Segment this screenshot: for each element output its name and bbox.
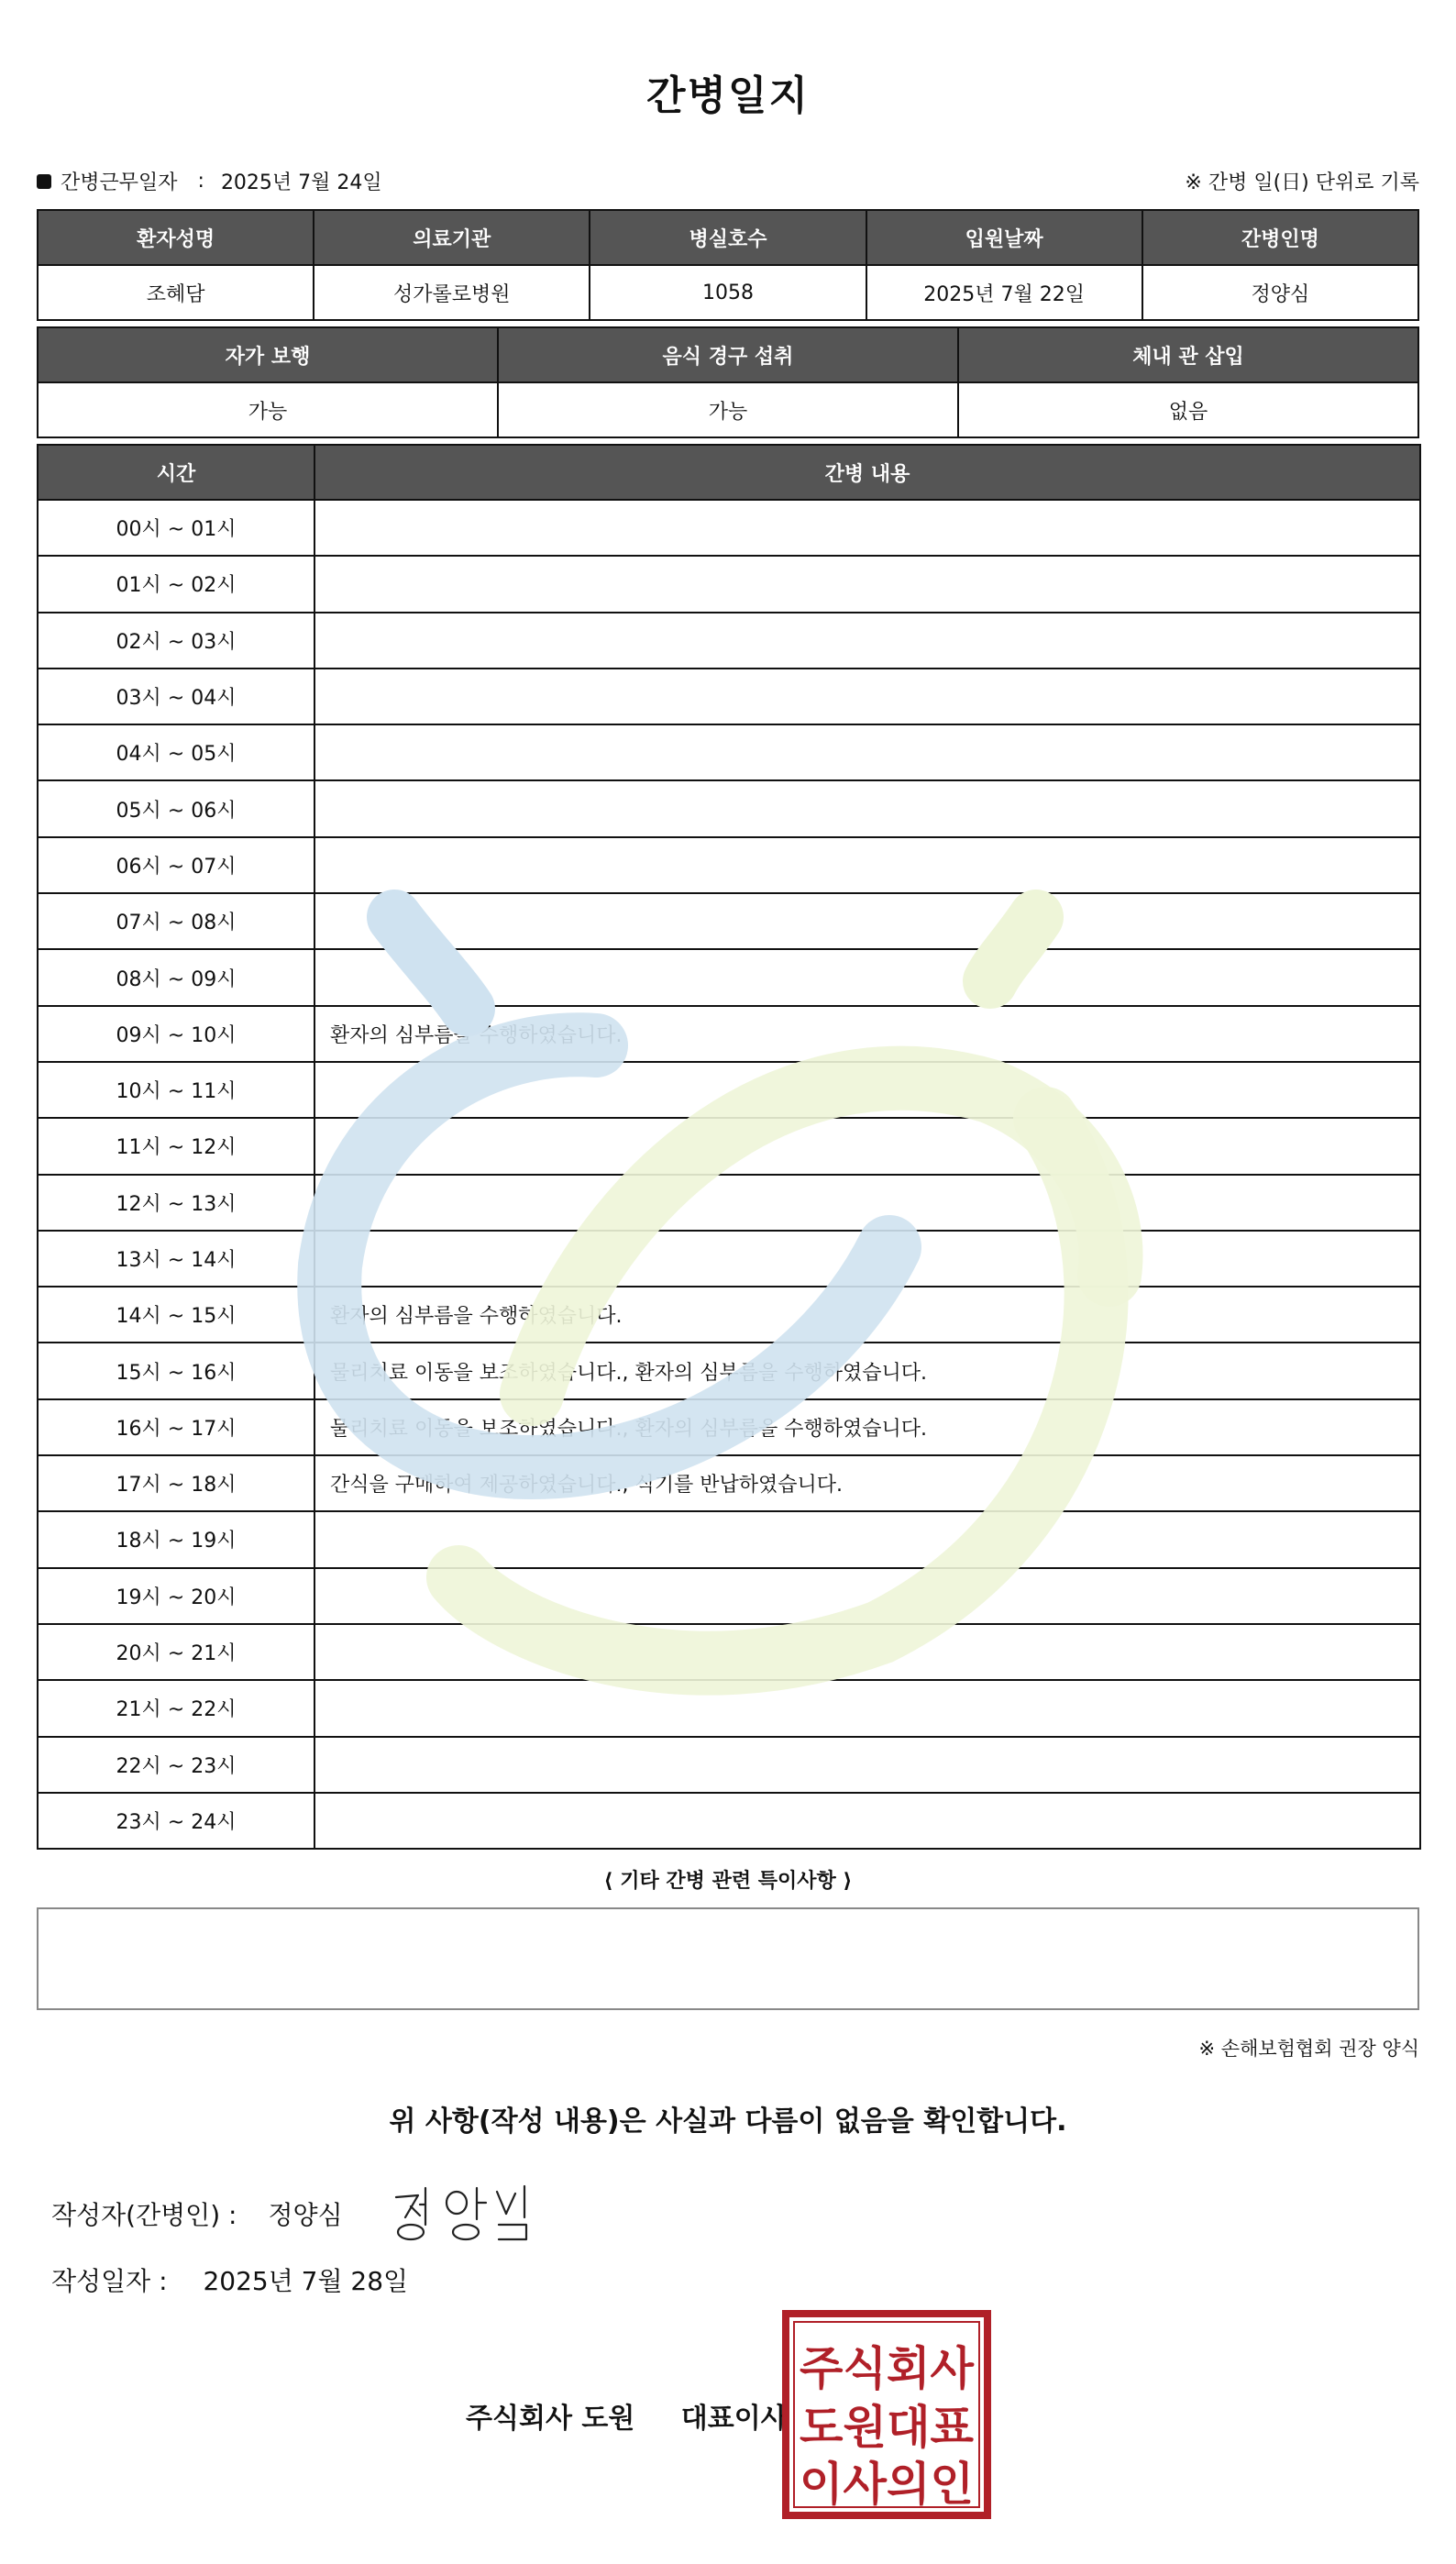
patient-name: 조혜담 xyxy=(38,265,314,320)
writer-name: 정양심 xyxy=(268,2200,343,2230)
log-row xyxy=(38,1118,1420,1174)
log-time-cell: 10시 ~ 11시 xyxy=(38,1062,314,1118)
log-time-cell: 22시 ~ 23시 xyxy=(38,1737,314,1793)
log-content-cell[interactable] xyxy=(314,949,1420,1005)
log-time-cell: 21시 ~ 22시 xyxy=(38,1680,314,1736)
work-date-label: 간병근무일자 xyxy=(61,171,178,194)
patient-info-table xyxy=(37,209,1419,321)
log-row xyxy=(38,780,1420,836)
log-row xyxy=(38,1568,1420,1624)
log-time-cell: 13시 ~ 14시 xyxy=(38,1231,314,1287)
log-row xyxy=(38,669,1420,724)
seal-line-2: 도원대표 xyxy=(800,2401,975,2454)
recommended-form-note: ※ 손해보험협회 권장 양식 xyxy=(1198,2038,1419,2060)
log-content-cell[interactable] xyxy=(314,1511,1420,1567)
log-row xyxy=(38,1287,1420,1343)
document-title: 간병일지 xyxy=(645,72,810,119)
seal-line-1: 주식회사 xyxy=(800,2342,975,2395)
log-time-cell: 14시 ~ 15시 xyxy=(38,1287,314,1343)
log-row xyxy=(38,1737,1420,1793)
log-time-cell: 16시 ~ 17시 xyxy=(38,1399,314,1455)
oral-intake-value: 가능 xyxy=(498,382,958,437)
log-content-cell[interactable]: 물리치료 이동을 보조하였습니다., 환자의 심부름을 수행하였습니다. xyxy=(314,1399,1420,1455)
etc-notes-title: ⟨ 기타 간병 관련 특이사항 ⟩ xyxy=(603,1870,853,1893)
writer-line xyxy=(51,2195,343,2232)
seal-line-3: 이사의인 xyxy=(800,2458,974,2511)
log-content-cell[interactable] xyxy=(314,1793,1420,1849)
log-content-cell[interactable] xyxy=(314,669,1420,724)
log-content-cell[interactable] xyxy=(314,780,1420,836)
log-time-cell: 03시 ~ 04시 xyxy=(38,669,314,724)
log-time-cell: 09시 ~ 10시 xyxy=(38,1006,314,1062)
log-content-cell[interactable]: 환자의 심부름을 수행하였습니다. xyxy=(314,1287,1420,1343)
log-content-cell[interactable] xyxy=(314,724,1420,780)
header-tube-insertion: 체내 관 삽입 xyxy=(958,327,1418,382)
log-content-cell[interactable] xyxy=(314,1680,1420,1736)
log-time-cell: 12시 ~ 13시 xyxy=(38,1175,314,1231)
log-content-cell[interactable] xyxy=(314,1175,1420,1231)
patient-condition-table xyxy=(37,326,1419,438)
log-content-cell[interactable]: 물리치료 이동을 보조하였습니다., 환자의 심부름을 수행하였습니다. xyxy=(314,1343,1420,1398)
condition-value-row xyxy=(38,382,1418,437)
etc-notes-box[interactable] xyxy=(37,1907,1419,2010)
log-content-cell[interactable]: 환자의 심부름을 수행하였습니다. xyxy=(314,1006,1420,1062)
log-row xyxy=(38,1624,1420,1680)
log-time-cell: 04시 ~ 05시 xyxy=(38,724,314,780)
header-admission-date: 입원날짜 xyxy=(866,210,1142,265)
log-row xyxy=(38,1680,1420,1736)
log-row xyxy=(38,949,1420,1005)
log-content-cell[interactable]: 간식을 구매하여 제공하였습니다., 식기를 반납하였습니다. xyxy=(314,1455,1420,1511)
header-hospital: 의료기관 xyxy=(314,210,590,265)
log-header-row xyxy=(38,445,1420,500)
work-date-line xyxy=(37,167,382,195)
log-content-cell[interactable] xyxy=(314,1624,1420,1680)
log-time-cell: 15시 ~ 16시 xyxy=(38,1343,314,1398)
log-row xyxy=(38,837,1420,893)
patient-info-header-row xyxy=(38,210,1418,265)
work-date-value: 2025년 7월 24일 xyxy=(220,171,382,194)
header-room-number: 병실호수 xyxy=(590,210,866,265)
writer-label: 작성자(간병인) : xyxy=(51,2200,237,2230)
log-content-cell[interactable] xyxy=(314,1737,1420,1793)
log-content-cell[interactable] xyxy=(314,1231,1420,1287)
log-time-cell: 23시 ~ 24시 xyxy=(38,1793,314,1849)
header-care-content: 간병 내용 xyxy=(314,445,1420,500)
caregiver-name: 정양심 xyxy=(1142,265,1418,320)
tube-insertion-value: 없음 xyxy=(958,382,1418,437)
log-time-cell: 20시 ~ 21시 xyxy=(38,1624,314,1680)
handwritten-signature-icon xyxy=(389,2181,545,2245)
work-date-colon: : xyxy=(197,170,204,193)
admission-date: 2025년 7월 22일 xyxy=(866,265,1142,320)
log-time-cell: 17시 ~ 18시 xyxy=(38,1455,314,1511)
log-content-cell[interactable] xyxy=(314,1118,1420,1174)
log-time-cell: 02시 ~ 03시 xyxy=(38,613,314,669)
log-content-cell[interactable] xyxy=(314,893,1420,949)
log-row xyxy=(38,893,1420,949)
log-row xyxy=(38,1062,1420,1118)
header-self-walking: 자가 보행 xyxy=(38,327,498,382)
log-row xyxy=(38,1399,1420,1455)
header-oral-intake: 음식 경구 섭취 xyxy=(498,327,958,382)
room-number: 1058 xyxy=(590,265,866,320)
log-time-cell: 07시 ~ 08시 xyxy=(38,893,314,949)
log-row xyxy=(38,1511,1420,1567)
confirmation-statement: 위 사항(작성 내용)은 사실과 다름이 없음을 확인합니다. xyxy=(389,2105,1067,2138)
log-row xyxy=(38,1231,1420,1287)
bullet-square-icon xyxy=(37,174,51,189)
log-time-cell: 01시 ~ 02시 xyxy=(38,556,314,612)
log-row xyxy=(38,613,1420,669)
log-time-cell: 08시 ~ 09시 xyxy=(38,949,314,1005)
log-body xyxy=(38,500,1420,1849)
company-signature-line xyxy=(466,2395,788,2436)
patient-info-value-row xyxy=(38,265,1418,320)
company-name: 주식회사 도원 xyxy=(466,2403,635,2435)
self-walking-value: 가능 xyxy=(38,382,498,437)
log-row xyxy=(38,1455,1420,1511)
write-date-label: 작성일자 : xyxy=(51,2266,168,2296)
log-content-cell[interactable] xyxy=(314,837,1420,893)
log-time-cell: 00시 ~ 01시 xyxy=(38,500,314,556)
log-time-cell: 06시 ~ 07시 xyxy=(38,837,314,893)
log-row xyxy=(38,556,1420,612)
hospital-name: 성가롤로병원 xyxy=(314,265,590,320)
hourly-care-log-table xyxy=(37,444,1421,1850)
log-content-cell[interactable] xyxy=(314,500,1420,556)
log-row xyxy=(38,1006,1420,1062)
log-row xyxy=(38,500,1420,556)
condition-header-row xyxy=(38,327,1418,382)
log-content-cell[interactable] xyxy=(314,556,1420,612)
log-row xyxy=(38,1175,1420,1231)
header-caregiver-name: 간병인명 xyxy=(1142,210,1418,265)
log-time-cell: 11시 ~ 12시 xyxy=(38,1118,314,1174)
representative-title: 대표이사 xyxy=(680,2403,788,2435)
log-row xyxy=(38,1343,1420,1398)
header-time: 시간 xyxy=(38,445,314,500)
log-time-cell: 05시 ~ 06시 xyxy=(38,780,314,836)
log-content-cell[interactable] xyxy=(314,1568,1420,1624)
log-content-cell[interactable] xyxy=(314,613,1420,669)
log-row xyxy=(38,724,1420,780)
log-row xyxy=(38,1793,1420,1849)
write-date-line xyxy=(51,2261,408,2298)
write-date-value: 2025년 7월 28일 xyxy=(203,2266,409,2296)
log-time-cell: 19시 ~ 20시 xyxy=(38,1568,314,1624)
daily-record-note: ※ 간병 일(日) 단위로 기록 xyxy=(1185,171,1419,194)
company-seal-stamp xyxy=(781,2309,992,2520)
header-patient-name: 환자성명 xyxy=(38,210,314,265)
log-time-cell: 18시 ~ 19시 xyxy=(38,1511,314,1567)
log-content-cell[interactable] xyxy=(314,1062,1420,1118)
